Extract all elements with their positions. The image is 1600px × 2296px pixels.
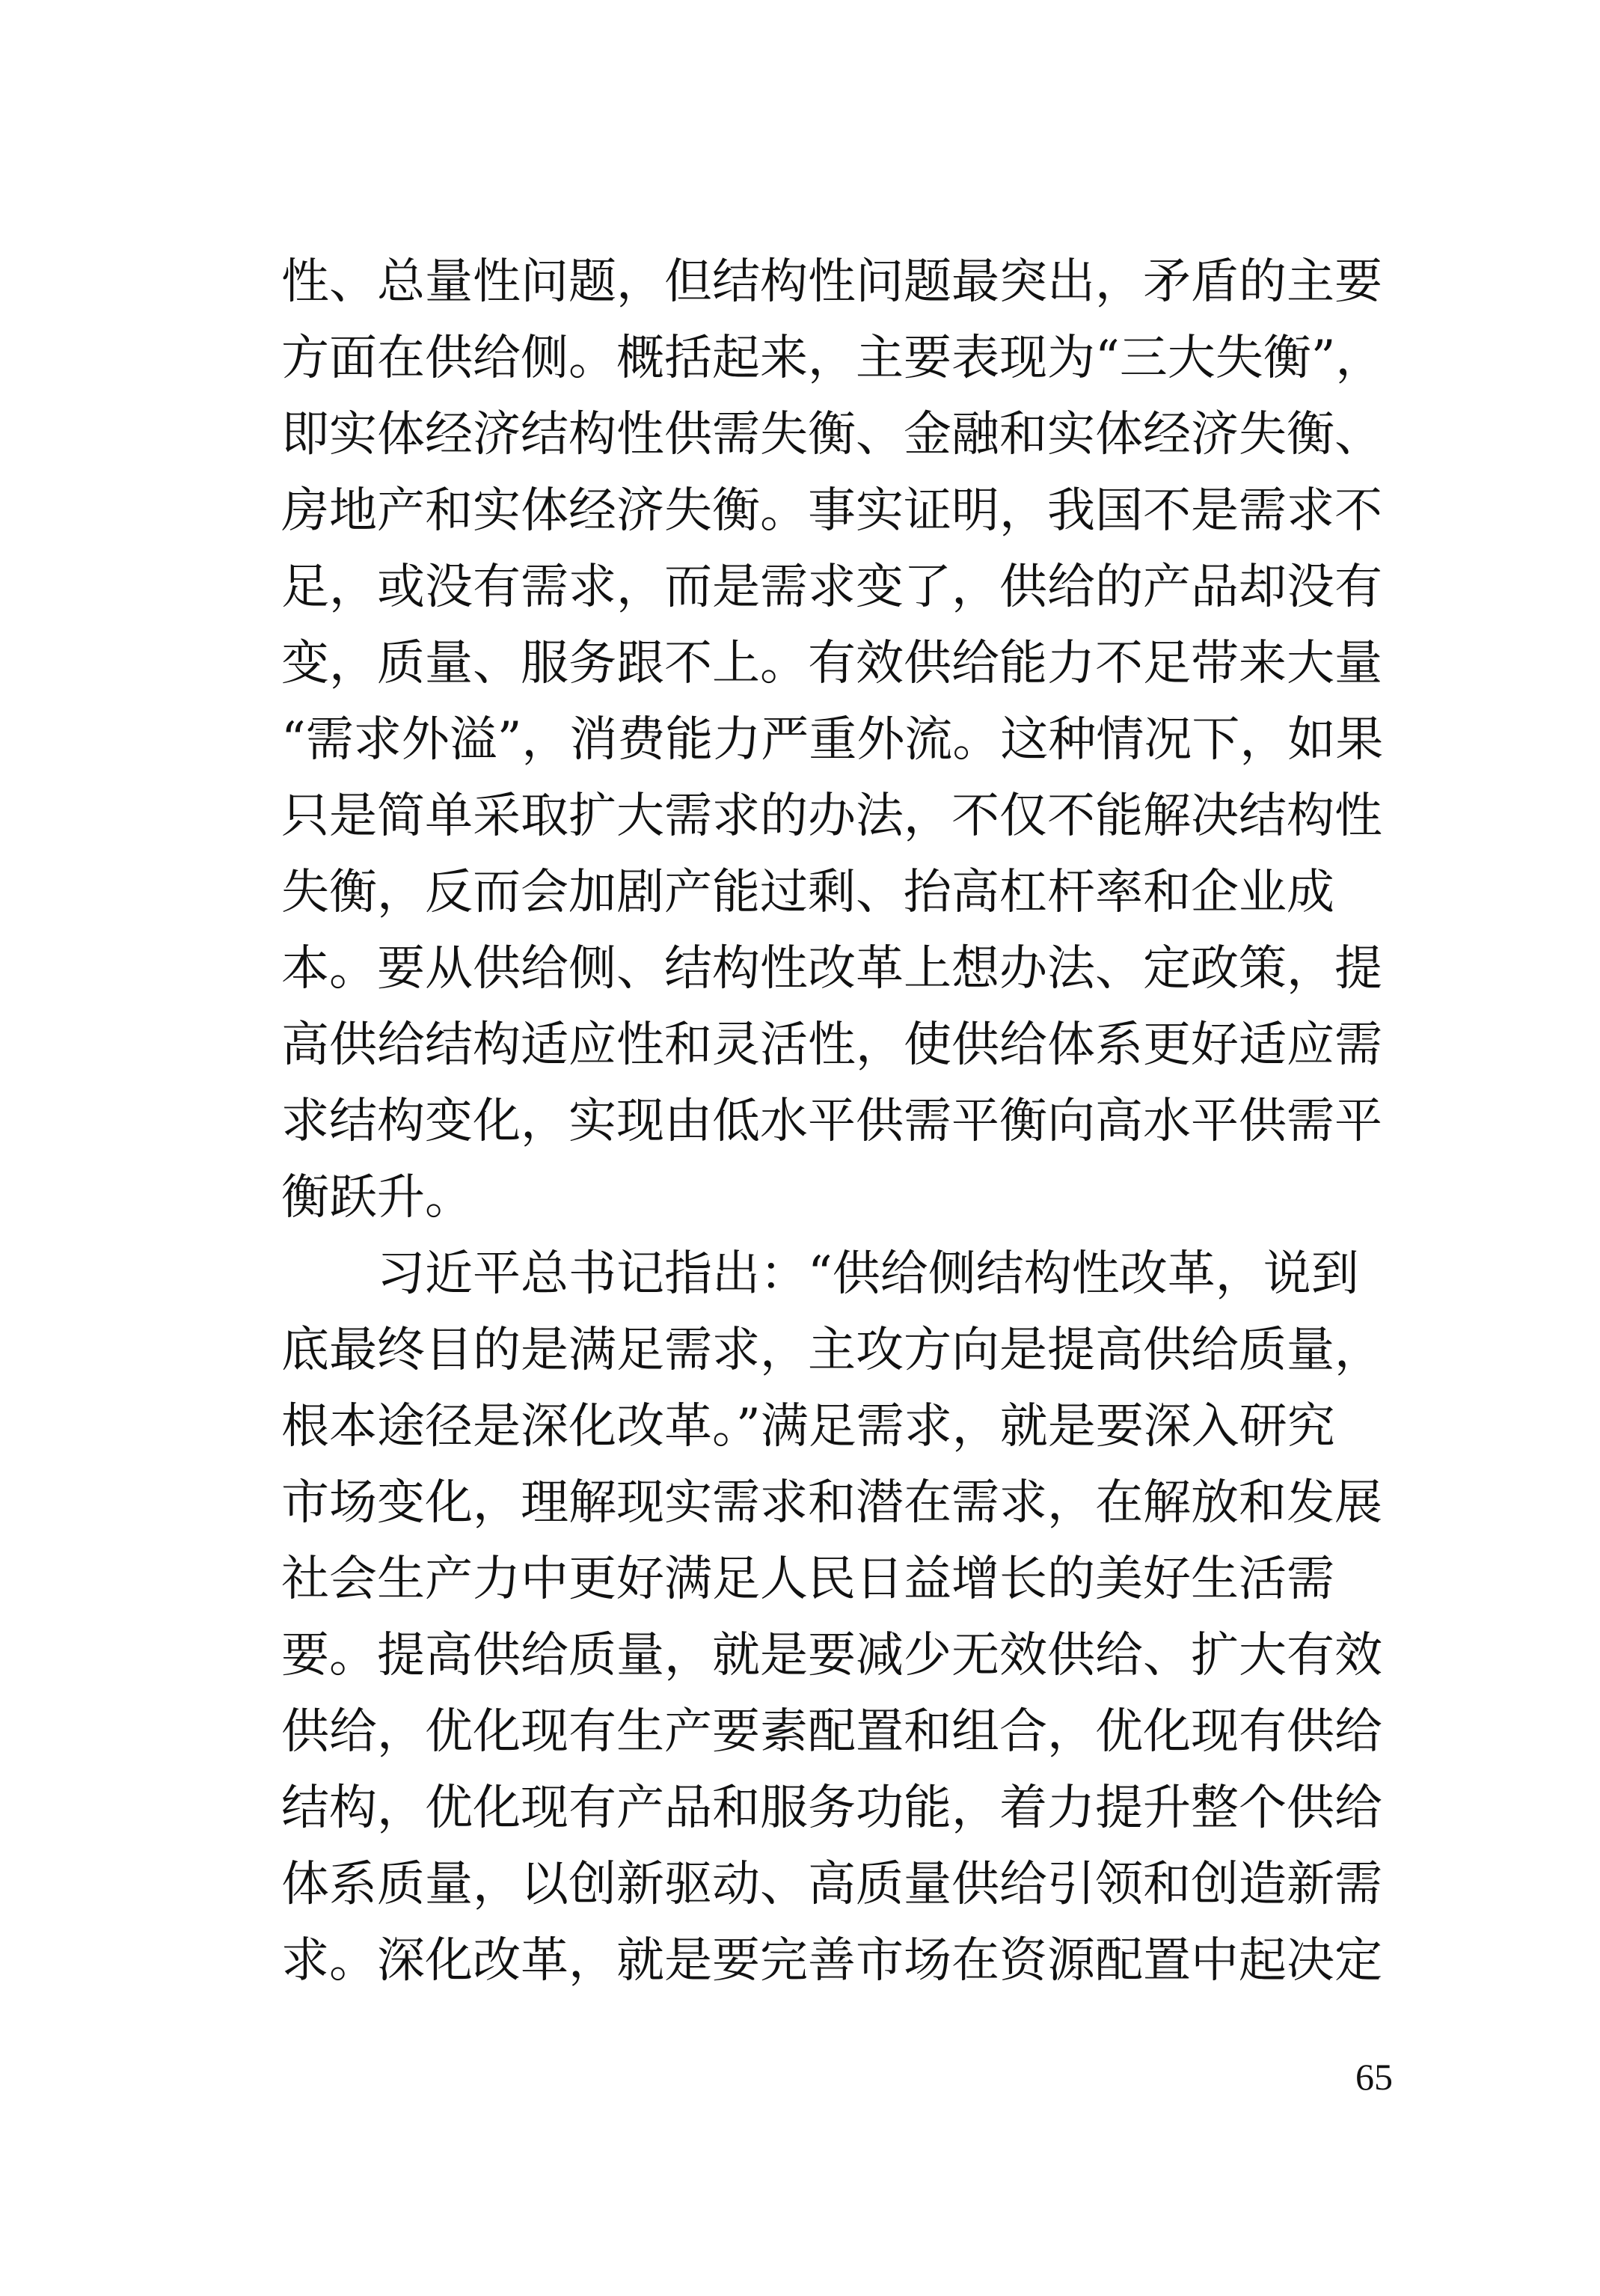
- text-line: 性、总量性问题，但结构性问题最突出，矛盾的主要: [281, 254, 1382, 310]
- text-line: 社会生产力中更好满足人民日益增长的美好生活需: [281, 1552, 1334, 1607]
- text-line: 变，质量、服务跟不上。有效供给能力不足带来大量: [281, 636, 1382, 691]
- text-line: 方面在供给侧。概括起来，主要表现为“三大失衡”，: [281, 331, 1384, 386]
- body-text: [281, 244, 1411, 1999]
- text-line: “需求外溢”，消费能力严重外流。这种情况下，如果: [281, 712, 1384, 768]
- text-line: 失衡，反而会加剧产能过剩、抬高杠杆率和企业成: [281, 865, 1334, 920]
- text-line: 房地产和实体经济失衡。事实证明，我国不是需求不: [281, 483, 1382, 539]
- text-line: 求。深化改革，就是要完善市场在资源配置中起决定: [281, 1933, 1382, 1989]
- text-line: 即实体经济结构性供需失衡、金融和实体经济失衡、: [281, 407, 1382, 462]
- text-line: 足，或没有需求，而是需求变了，供给的产品却没有: [281, 560, 1382, 615]
- text-line: 只是简单采取扩大需求的办法，不仅不能解决结构性: [281, 789, 1382, 844]
- text-line: 要。提高供给质量，就是要减少无效供给、扩大有效: [281, 1628, 1382, 1683]
- page-number: 65: [1355, 2056, 1393, 2098]
- text-line: 衡跃升。: [281, 1170, 473, 1225]
- text-line: 供给，优化现有生产要素配置和组合，优化现有供给: [281, 1704, 1382, 1760]
- text-line: 高供给结构适应性和灵活性，使供给体系更好适应需: [281, 1017, 1382, 1073]
- text-line: 求结构变化，实现由低水平供需平衡向高水平供需平: [281, 1094, 1382, 1149]
- text-line: 体系质量，以创新驱动、高质量供给引领和创造新需: [281, 1857, 1382, 1912]
- text-line: 根本途径是深化改革。”满足需求，就是要深入研究: [281, 1399, 1335, 1454]
- text-line: 本。要从供给侧、结构性改革上想办法、定政策，提: [281, 941, 1382, 997]
- text-line: 结构，优化现有产品和服务功能，着力提升整个供给: [281, 1781, 1382, 1836]
- text-line: 习近平总书记指出：“供给侧结构性改革，说到: [281, 1246, 1359, 1302]
- text-line: 底最终目的是满足需求，主攻方向是提高供给质量，: [281, 1323, 1382, 1378]
- text-line: 市场变化，理解现实需求和潜在需求，在解放和发展: [281, 1475, 1382, 1531]
